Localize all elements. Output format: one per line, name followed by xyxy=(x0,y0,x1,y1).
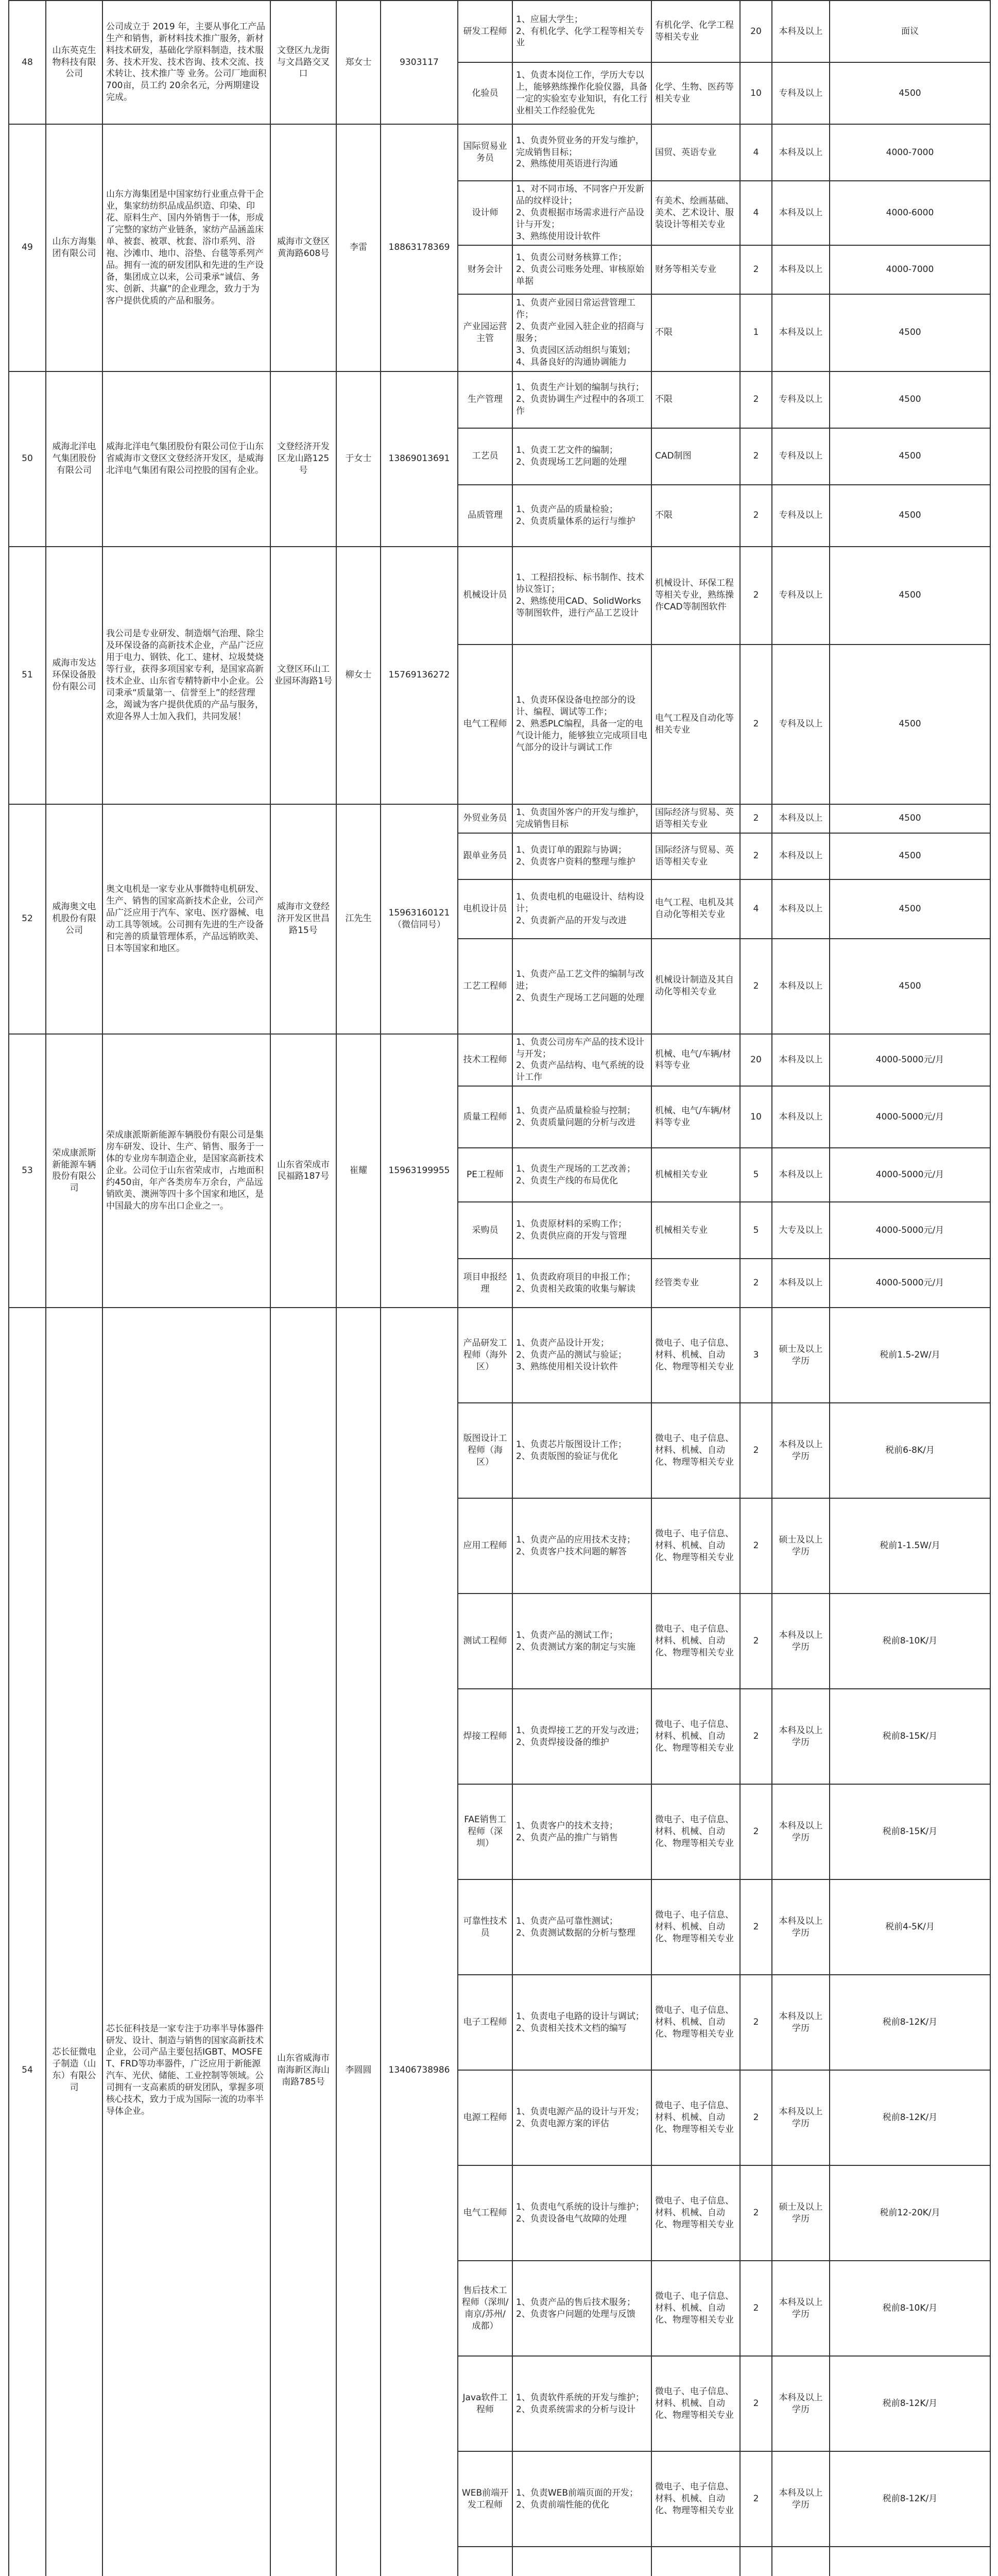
job-duty: 1、负责电机的电磁设计、结构设计； 2、负责新产品的开发与改进 xyxy=(512,879,651,939)
job-major: 微电子、电子信息、材料、机械、自动化、物理等相关专业 xyxy=(651,2261,740,2356)
job-title: 可靠性技术员 xyxy=(458,1879,512,1975)
job-major: 机械相关专业 xyxy=(651,1148,740,1202)
company-intro: 威海北洋电气集团股份有限公司位于山东省威海市文登区文登经济开发区，是威海北洋电气集团有限公司控股的国有企业。 xyxy=(102,371,270,547)
job-count: 2 xyxy=(740,2261,772,2356)
table-row xyxy=(9,547,990,645)
job-count: 2 xyxy=(740,2165,772,2261)
job-title: 财务会计 xyxy=(458,245,512,294)
job-major: 国际经济与贸易、英语等相关专业 xyxy=(651,833,740,879)
job-count: 20 xyxy=(740,1,772,62)
job-count: 2 xyxy=(740,428,772,485)
job-major: 微电子、电子信息、材料、机械、自动化、物理等相关专业 xyxy=(651,1879,740,1975)
job-count: 2 xyxy=(740,939,772,1034)
job-salary: 税前8-12K/月 xyxy=(830,1975,990,2070)
company-name: 芯长征微电子制造（山东）有限公司 xyxy=(46,1308,102,2576)
job-major: 有机化学、化学工程等相关专业 xyxy=(651,1,740,62)
job-count: 2 xyxy=(740,1689,772,1784)
job-salary: 4500 xyxy=(830,294,990,371)
job-count: 2 xyxy=(740,1259,772,1308)
job-duty xyxy=(512,2547,651,2576)
job-title: 电源工程师 xyxy=(458,2070,512,2165)
job-major: 电气工程及自动化等相关专业 xyxy=(651,645,740,804)
job-major: 不限 xyxy=(651,485,740,547)
job-major: 微电子、电子信息、材料、机械、自动化、物理等相关专业 xyxy=(651,1594,740,1689)
job-salary: 税前8-15K/月 xyxy=(830,1784,990,1879)
job-title: 跟单业务员 xyxy=(458,833,512,879)
job-education: 本科及以上学历 xyxy=(772,2261,830,2356)
job-salary: 税前1.5-2W/月 xyxy=(830,1308,990,1403)
job-education: 本科及以上 xyxy=(772,245,830,294)
job-education: 硕士及以上学历 xyxy=(772,1308,830,1403)
job-title: 质量工程师 xyxy=(458,1086,512,1148)
job-salary: 4500 xyxy=(830,879,990,939)
company-name: 山东英克生物科技有限公司 xyxy=(46,1,102,124)
job-salary: 税前4-5K/月 xyxy=(830,1879,990,1975)
job-salary: 税前12-20K/月 xyxy=(830,2165,990,2261)
company-no: 50 xyxy=(9,371,46,547)
job-count: 2 xyxy=(740,1879,772,1975)
job-duty: 1、负责WEB前端页面的开发； 2、负责前端性能的优化 xyxy=(512,2451,651,2547)
job-count: 2 xyxy=(740,833,772,879)
job-duty: 1、负责公司房车产品的技术设计与开发； 2、负责产品结构、电气系统的设计工作 xyxy=(512,1034,651,1087)
job-major: 机械、电气/车辆/材料等专业 xyxy=(651,1086,740,1148)
company-intro: 芯长征科技是一家专注于功率半导体器件研发、设计、制造与销售的国家高新技术企业，公司产品主要包括IGBT、MOSFET、FRD等功率器件，广泛应用于新能源汽车、光伏、储能、工业控制等领域。公司拥有一支高素质的研发团队，掌握多项核心技术，致力于成为国际一流的功率半导体企业。 xyxy=(102,1308,270,2576)
job-count: 2 xyxy=(740,645,772,804)
job-salary: 4500 xyxy=(830,833,990,879)
job-salary: 4500 xyxy=(830,485,990,547)
job-major: 微电子、电子信息、材料、机械、自动化、物理等相关专业 xyxy=(651,1975,740,2070)
company-no: 48 xyxy=(9,1,46,124)
job-duty: 1、负责原材料的采购工作； 2、负责供应商的开发与管理 xyxy=(512,1202,651,1259)
job-title: 品质管理 xyxy=(458,485,512,547)
job-major: 机械、电气/车辆/材料等专业 xyxy=(651,1034,740,1087)
job-education: 本科及以上 xyxy=(772,1034,830,1087)
company-name: 荣成康派斯新能源车辆股份有限公司 xyxy=(46,1034,102,1308)
contact-phone: 9303117 xyxy=(381,1,458,124)
company-name: 威海北洋电气集团股份有限公司 xyxy=(46,371,102,547)
company-address: 山东省威海市南海新区海山南路785号 xyxy=(270,1308,336,2576)
job-salary: 4500 xyxy=(830,939,990,1034)
job-major: 不限 xyxy=(651,371,740,428)
job-count: 2 xyxy=(740,2356,772,2451)
job-title: 化验员 xyxy=(458,62,512,124)
job-title: 应用工程师 xyxy=(458,1498,512,1594)
job-education: 专科及以上 xyxy=(772,485,830,547)
job-title: 设计师 xyxy=(458,181,512,245)
job-duty: 1、负责电气系统的设计与维护； 2、负责设备电气故障的处理 xyxy=(512,2165,651,2261)
job-education: 本科及以上学历 xyxy=(772,1784,830,1879)
job-salary: 4500 xyxy=(830,547,990,645)
table-row xyxy=(9,804,990,833)
job-salary: 4500 xyxy=(830,645,990,804)
job-major: 机械设计、环保工程等相关专业，熟练操作CAD等制图软件 xyxy=(651,547,740,645)
job-education: 专科及以上 xyxy=(772,547,830,645)
job-education: 本科及以上 xyxy=(772,804,830,833)
job-title: 研发工程师 xyxy=(458,1,512,62)
job-salary: 4000-5000元/月 xyxy=(830,1034,990,1087)
job-education: 本科及以上 xyxy=(772,833,830,879)
job-education: 硕士及以上学历 xyxy=(772,1498,830,1594)
job-title: 技术工程师 xyxy=(458,1034,512,1087)
job-education: 专科及以上 xyxy=(772,371,830,428)
job-duty: 1、负责产品的应用技术支持； 2、负责客户技术问题的解答 xyxy=(512,1498,651,1594)
job-title: 国际贸易业务员 xyxy=(458,124,512,181)
job-salary: 4000-6000 xyxy=(830,181,990,245)
company-address: 文登经济开发区龙山路125号 xyxy=(270,371,336,547)
job-education: 本科及以上 xyxy=(772,181,830,245)
job-title: 机械设计员 xyxy=(458,547,512,645)
job-title: FAE销售工程师（深圳） xyxy=(458,1784,512,1879)
job-count: 2 xyxy=(740,1403,772,1498)
company-name: 山东方海集团有限公司 xyxy=(46,124,102,371)
job-duty: 1、负责环保设备电控部分的设计、编程、调试等工作； 2、熟悉PLC编程，具备一定的电气设计能力，能够独立完成项目电气部分的设计与调试工作 xyxy=(512,645,651,804)
company-no: 49 xyxy=(9,124,46,371)
job-major: 微电子、电子信息、材料、机械、自动化、物理等相关专业 xyxy=(651,2165,740,2261)
contact-person: 崔耀 xyxy=(336,1034,381,1308)
job-count: 4 xyxy=(740,181,772,245)
job-salary: 4000-5000元/月 xyxy=(830,1086,990,1148)
job-duty: 1、负责国外客户的开发与维护，完成销售目标 xyxy=(512,804,651,833)
company-no: 54 xyxy=(9,1308,46,2576)
job-salary: 4500 xyxy=(830,62,990,124)
job-title: 电子工程师 xyxy=(458,1975,512,2070)
job-count: 2 xyxy=(740,2451,772,2547)
job-salary: 4500 xyxy=(830,428,990,485)
job-title xyxy=(458,2547,512,2576)
job-duty: 1、负责客户的技术支持； 2、负责产品的推广与销售 xyxy=(512,1784,651,1879)
company-intro: 公司成立于 2019 年，主要从事化工产品生产和销售，新材料技术推广服务，新材料技术研发，基础化学原料制造，技术服务、技术开发、技术咨询、技术交流、技术转让、技术推广等 业务。公司厂地面积 700亩，员工约 20余名元，分两期建设完成。 xyxy=(102,1,270,124)
job-duty: 1、对不同市场、不同客户开发新品的纹样设计； 2、负责根据市场需求进行产品设计与开发； 3、熟练使用设计软件 xyxy=(512,181,651,245)
job-education: 本科及以上 xyxy=(772,124,830,181)
job-count: 2 xyxy=(740,245,772,294)
job-duty: 1、负责焊接工艺的开发与改进； 2、负责焊接设备的维护 xyxy=(512,1689,651,1784)
job-title: 采购员 xyxy=(458,1202,512,1259)
job-duty: 1、负责订单的跟踪与协调； 2、负责客户资料的整理与维护 xyxy=(512,833,651,879)
job-duty: 1、负责产品设计开发； 2、负责产品的测试与验证； 3、熟练使用相关设计软件 xyxy=(512,1308,651,1403)
company-address: 威海市文登区黄海路608号 xyxy=(270,124,336,371)
contact-person: 江先生 xyxy=(336,804,381,1034)
job-title: 产业园运营主管 xyxy=(458,294,512,371)
job-education: 本科及以上 xyxy=(772,879,830,939)
job-duty: 1、负责软件系统的开发与维护； 2、负责系统需求的分析与设计 xyxy=(512,2356,651,2451)
job-education: 本科及以上学历 xyxy=(772,1689,830,1784)
job-education: 硕士及以上学历 xyxy=(772,2165,830,2261)
job-title: 版图设计工程师（海区） xyxy=(458,1403,512,1498)
company-no: 53 xyxy=(9,1034,46,1308)
job-duty: 1、负责产品质量检验与控制； 2、负责质量问题的分析与改进 xyxy=(512,1086,651,1148)
job-title: WEB前端开发工程师 xyxy=(458,2451,512,2547)
job-major: 微电子、电子信息、材料、机械、自动化、物理等相关专业 xyxy=(651,1403,740,1498)
job-major: 机械设计制造及其自动化等相关专业 xyxy=(651,939,740,1034)
job-count: 5 xyxy=(740,1148,772,1202)
job-duty: 1、负责电源产品的设计与开发； 2、负责电源方案的评估 xyxy=(512,2070,651,2165)
job-title: 售后技术工程师（深圳/南京/苏州/成都） xyxy=(458,2261,512,2356)
table-row xyxy=(9,1,990,62)
job-title: 焊接工程师 xyxy=(458,1689,512,1784)
job-count: 2 xyxy=(740,1975,772,2070)
job-duty: 1、负责产品工艺文件的编制与改进； 2、负责生产现场工艺问题的处理 xyxy=(512,939,651,1034)
job-major: 经管类专业 xyxy=(651,1259,740,1308)
job-count: 2 xyxy=(740,1784,772,1879)
contact-person: 李雷 xyxy=(336,124,381,371)
job-major: 国贸、英语专业 xyxy=(651,124,740,181)
job-major: 机械相关专业 xyxy=(651,1202,740,1259)
table-row xyxy=(9,1308,990,1403)
job-salary: 4500 xyxy=(830,804,990,833)
contact-person: 李圆圆 xyxy=(336,1308,381,2576)
contact-phone: 15769136272 xyxy=(381,547,458,804)
job-salary: 4000-5000元/月 xyxy=(830,1259,990,1308)
company-intro: 我公司是专业研发、制造烟气治理、除尘及环保设备的高新技术企业，产品广泛应用于电力、钢铁、化工、建材、垃圾焚烧等行业，获得多项国家专利，是国家高新技术企业、山东省专精特新中小企业。公司秉承“质量第一、信誉至上”的经营理念，竭诚为客户提供优质的产品与服务，欢迎各界人士加入我们，共同发展！ xyxy=(102,547,270,804)
job-education: 专科及以上 xyxy=(772,428,830,485)
job-duty: 1、负责芯片版图设计工作； 2、负责版图的验证与优化 xyxy=(512,1403,651,1498)
job-count: 5 xyxy=(740,1202,772,1259)
job-major: 国际经济与贸易、英语等相关专业 xyxy=(651,804,740,833)
company-address: 威海市文登经济开发区世昌路15号 xyxy=(270,804,336,1034)
job-title: 工艺工程师 xyxy=(458,939,512,1034)
job-salary: 面议 xyxy=(830,1,990,62)
job-salary: 4500 xyxy=(830,371,990,428)
job-major: 微电子、电子信息、材料、机械、自动化、物理等相关专业 xyxy=(651,1498,740,1594)
job-education: 本科及以上 xyxy=(772,294,830,371)
job-title: 项目申报经理 xyxy=(458,1259,512,1308)
job-major: 化学、生物、医药等相关专业 xyxy=(651,62,740,124)
job-count xyxy=(740,2547,772,2576)
job-major: 财务等相关专业 xyxy=(651,245,740,294)
job-education: 专科及以上 xyxy=(772,645,830,804)
job-duty: 1、应届大学生； 2、有机化学、化学工程等相关专业 xyxy=(512,1,651,62)
job-education: 本科及以上 xyxy=(772,1086,830,1148)
job-title: 产品研发工程师（海外区） xyxy=(458,1308,512,1403)
contact-phone: 18863178369 xyxy=(381,124,458,371)
job-salary: 税前6-8K/月 xyxy=(830,1403,990,1498)
job-title: 测试工程师 xyxy=(458,1594,512,1689)
job-salary: 4000-7000 xyxy=(830,124,990,181)
job-salary: 4000-5000元/月 xyxy=(830,1202,990,1259)
job-education: 本科及以上学历 xyxy=(772,2070,830,2165)
job-title: 生产管理 xyxy=(458,371,512,428)
company-intro: 山东方海集团是中国家纺行业重点骨干企业，集家纺纺织品成品织造、印染、印花、原料生产、国内外销售于一体，形成了完整的家纺产业链条，家纺产品涵盖床单、被套、被罩、枕套、浴巾系列、浴袍、沙滩巾、地巾、浴垫、台毯等系列产品。拥有一流的研发团队和先进的生产设备，集团成立以来，公司秉承“诚信、务实、创新、共赢”的企业理念，致力于为客户提供优质的产品和服务。 xyxy=(102,124,270,371)
contact-phone: 15963199955 xyxy=(381,1034,458,1308)
company-intro: 荣成康派斯新能源车辆股份有限公司是集房车研发、设计、生产、销售、服务于一体的专业房车制造企业，是国家高新技术企业。公司位于山东省荣成市，占地面积约450亩，年产各类房车万余台，产品远销欧美、澳洲等四十多个国家和地区，是中国最大的房车出口企业之一。 xyxy=(102,1034,270,1308)
job-duty: 1、负责公司财务核算工作； 2、负责公司账务处理、审核原始单据 xyxy=(512,245,651,294)
company-address: 文登区九龙街与文昌路交叉口 xyxy=(270,1,336,124)
job-duty: 1、负责工艺文件的编制； 2、负责现场工艺问题的处理 xyxy=(512,428,651,485)
job-duty: 1、负责产品的售后技术服务； 2、负责客户问题的处理与反馈 xyxy=(512,2261,651,2356)
job-title: 外贸业务员 xyxy=(458,804,512,833)
contact-phone: 13406738986 xyxy=(381,1308,458,2576)
job-duty: 1、负责生产计划的编制与执行； 2、负责协调生产过程中的各项工作 xyxy=(512,371,651,428)
job-count: 20 xyxy=(740,1034,772,1087)
recruitment-table xyxy=(8,0,991,2576)
job-major: 微电子、电子信息、材料、机械、自动化、物理等相关专业 xyxy=(651,1689,740,1784)
job-major: 微电子、电子信息、材料、机械、自动化、物理等相关专业 xyxy=(651,1784,740,1879)
job-salary: 税前8-12K/月 xyxy=(830,2451,990,2547)
job-salary: 税前8-10K/月 xyxy=(830,2261,990,2356)
job-count: 2 xyxy=(740,804,772,833)
company-intro: 奥文电机是一家专业从事微特电机研发、生产、销售的国家高新技术企业，公司产品广泛应用于汽车、家电、医疗器械、电动工具等领域。公司拥有先进的生产设备和完善的质量管理体系，产品远销欧美、日本等国家和地区。 xyxy=(102,804,270,1034)
job-count: 2 xyxy=(740,1594,772,1689)
company-name: 威海奥文电机股份有限公司 xyxy=(46,804,102,1034)
job-count: 2 xyxy=(740,547,772,645)
job-education: 本科及以上 xyxy=(772,1259,830,1308)
job-duty: 1、负责产品的质量检验； 2、负责质量体系的运行与维护 xyxy=(512,485,651,547)
company-no: 51 xyxy=(9,547,46,804)
job-major: 电气工程、电机及其自动化等相关专业 xyxy=(651,879,740,939)
contact-person: 于女士 xyxy=(336,371,381,547)
job-salary: 4000-7000 xyxy=(830,245,990,294)
company-name: 威海市发达环保设备股份有限公司 xyxy=(46,547,102,804)
job-education: 大专及以上 xyxy=(772,1202,830,1259)
job-title: PE工程师 xyxy=(458,1148,512,1202)
job-duty: 1、负责产品的测试工作； 2、负责测试方案的制定与实施 xyxy=(512,1594,651,1689)
job-major: 微电子、电子信息、材料、机械、自动化、物理等相关专业 xyxy=(651,2070,740,2165)
job-salary: 税前1-1.5W/月 xyxy=(830,1498,990,1594)
contact-person: 柳女士 xyxy=(336,547,381,804)
job-salary xyxy=(830,2547,990,2576)
job-count: 4 xyxy=(740,879,772,939)
job-salary: 税前8-12K/月 xyxy=(830,2356,990,2451)
company-address: 文登区环山工业园环海路1号 xyxy=(270,547,336,804)
job-education: 本科及以上学历 xyxy=(772,1403,830,1498)
job-count: 10 xyxy=(740,1086,772,1148)
job-count: 2 xyxy=(740,371,772,428)
job-major: 不限 xyxy=(651,294,740,371)
job-count: 1 xyxy=(740,294,772,371)
job-count: 10 xyxy=(740,62,772,124)
job-duty: 1、负责政府项目的申报工作； 2、负责相关政策的收集与解读 xyxy=(512,1259,651,1308)
job-education: 本科及以上 xyxy=(772,1148,830,1202)
job-count: 3 xyxy=(740,1308,772,1403)
job-count: 2 xyxy=(740,1498,772,1594)
job-major: 微电子、电子信息、材料、机械、自动化、物理等相关专业 xyxy=(651,1308,740,1403)
table-row xyxy=(9,371,990,428)
job-count: 2 xyxy=(740,2070,772,2165)
job-duty: 1、负责产业园日常运营管理工作； 2、负责产业园入驻企业的招商与服务； 3、负责园区活动组织与策划； 4、具备良好的沟通协调能力 xyxy=(512,294,651,371)
job-education xyxy=(772,2547,830,2576)
job-salary: 4000-5000元/月 xyxy=(830,1148,990,1202)
job-major xyxy=(651,2547,740,2576)
job-salary: 税前8-10K/月 xyxy=(830,1594,990,1689)
job-education: 本科及以上学历 xyxy=(772,1879,830,1975)
job-education: 本科及以上学历 xyxy=(772,2451,830,2547)
job-duty: 1、负责本岗位工作，学历大专以上，能够熟练操作化验仪器，具备一定的实验室专业知识，有化工行业相关工作经验优先 xyxy=(512,62,651,124)
job-title: 电气工程师 xyxy=(458,2165,512,2261)
job-education: 本科及以上 xyxy=(772,1,830,62)
job-title: Java软件工程师 xyxy=(458,2356,512,2451)
job-duty: 1、负责电子电路的设计与调试； 2、负责相关技术文档的编写 xyxy=(512,1975,651,2070)
job-education: 本科及以上 xyxy=(772,939,830,1034)
contact-phone: 13869013691 xyxy=(381,371,458,547)
company-no: 52 xyxy=(9,804,46,1034)
job-duty: 1、工程招投标、标书制作、技术协议签订； 2、熟练使用CAD、SolidWorks等制图软件，进行产品工艺设计 xyxy=(512,547,651,645)
job-major: 有美术、绘画基础、美术、艺术设计、服装设计等相关专业 xyxy=(651,181,740,245)
job-education: 本科及以上学历 xyxy=(772,2356,830,2451)
job-title: 电机设计员 xyxy=(458,879,512,939)
job-count: 2 xyxy=(740,485,772,547)
job-title: 电气工程师 xyxy=(458,645,512,804)
job-salary: 税前8-15K/月 xyxy=(830,1689,990,1784)
table-row xyxy=(9,124,990,181)
job-count: 4 xyxy=(740,124,772,181)
job-duty: 1、负责外贸业务的开发与维护，完成销售目标； 2、熟练使用英语进行沟通 xyxy=(512,124,651,181)
job-title: 工艺员 xyxy=(458,428,512,485)
job-duty: 1、负责产品可靠性测试； 2、负责测试数据的分析与整理 xyxy=(512,1879,651,1975)
job-duty: 1、负责生产现场的工艺改善； 2、负责生产线的布局优化 xyxy=(512,1148,651,1202)
job-education: 专科及以上 xyxy=(772,62,830,124)
table-row xyxy=(9,1034,990,1087)
job-major: CAD制图 xyxy=(651,428,740,485)
contact-phone: 15963160121（微信同号） xyxy=(381,804,458,1034)
company-address: 山东省荣成市民福路187号 xyxy=(270,1034,336,1308)
job-salary: 税前8-12K/月 xyxy=(830,2070,990,2165)
job-major: 微电子、电子信息、材料、机械、自动化、物理等相关专业 xyxy=(651,2356,740,2451)
contact-person: 郑女士 xyxy=(336,1,381,124)
job-education: 本科及以上学历 xyxy=(772,1975,830,2070)
job-major: 微电子、电子信息、材料、机械、自动化、物理等相关专业 xyxy=(651,2451,740,2547)
job-education: 本科及以上学历 xyxy=(772,1594,830,1689)
